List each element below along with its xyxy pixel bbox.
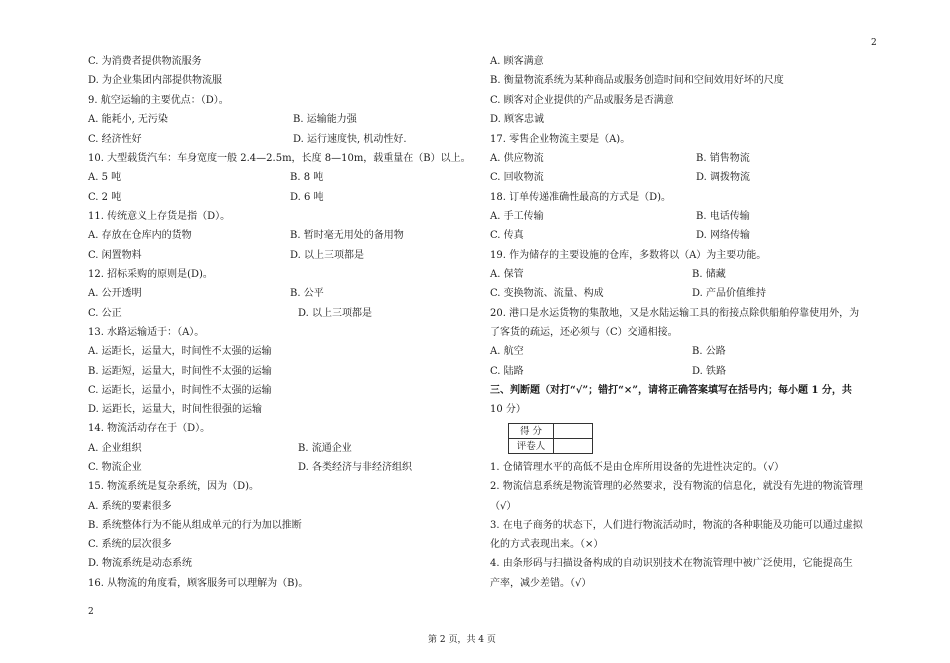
question-line: C. 为消费者提供物流服务 [88,56,202,67]
option-b: B. 公平 [290,288,324,299]
option-c: C. 系统的层次很多 [88,539,172,550]
question-line: 18. 订单传递准确性最高的方式是（D)。 [490,192,672,203]
judgment-item: 4. 由条形码与扫描设备构成的自动识别技术在物流管理中被广泛使用，它能提高生 [490,558,853,569]
option-b: B. 销售物流 [696,153,750,164]
option-a: A. 手工传输 [490,211,544,222]
question-line: 17. 零售企业物流主要是（A)。 [490,134,631,145]
option-d: D. 产品价值维持 [692,288,767,299]
option-d: D. 物流系统是动态系统 [88,558,193,569]
question-line: 16. 从物流的角度看，顾客服务可以理解为（B)。 [88,578,309,589]
option-d: D. 以上三项都是 [298,308,373,319]
score-table [508,423,593,454]
judgment-item-cont: 产率，减少差错。（√） [490,578,592,589]
section-heading: 三、判断题（对打“√”；错打“×”，请将正确答案填写在括号内；每小题 1 分，共 [490,385,852,396]
option-d: D. 6 吨 [290,192,324,203]
question-line: 15. 物流系统是复杂系统，因为（D)。 [88,481,260,492]
option-a: A. 能耗小, 无污染 [88,114,168,125]
option-b: B. 8 吨 [290,172,324,183]
option-c: C. 物流企业 [88,462,142,473]
option-b: B. 暂时毫无用处的备用物 [290,230,404,241]
option-c: C. 经济性好 [88,134,142,145]
question-line: 14. 物流活动存在于（D）。 [88,423,211,434]
option-a: A. 存放在仓库内的货物 [88,230,192,241]
option-d: D. 各类经济与非经济组织 [298,462,413,473]
option-b: B. 系统整体行为不能从组成单元的行为加以推断 [88,520,302,531]
option-a: A. 顾客满意 [490,56,544,67]
option-c: C. 变换物流、流量、构成 [490,288,604,299]
option-a: A. 航空 [490,346,524,357]
option-c: C. 回收物流 [490,172,544,183]
judgment-item-cont: （√） [490,501,517,512]
page-number-top: 2 [871,38,877,48]
page-footer: 第 2 页，共 4 页 [428,635,496,645]
option-a: A. 企业组织 [88,443,142,454]
option-c: C. 顾客对企业提供的产品或服务是否满意 [490,95,674,106]
score-value-cell[interactable] [554,424,593,439]
question-line: 13. 水路运输适于：（A）。 [88,327,205,338]
question-line: 20. 港口是水运货物的集散地，又是水陆运输工具的衔接点除供船舶停靠使用外，为 [490,308,860,319]
question-line: 19. 作为储存的主要设施的仓库，多数将以（A）为主要功能。 [490,250,767,261]
option-c: C. 公正 [88,308,122,319]
option-c: C. 传真 [490,230,524,241]
judgment-item: 1. 仓储管理水平的高低不是由仓库所用设备的先进性决定的。（√） [490,462,785,473]
question-line: 10. 大型载货汽车：车身宽度一般 2.4—2.5m，长度 8—10m，载重量在（B）以上。 [88,153,471,164]
option-d: D. 运距长，运量大，时间性很强的运输 [88,404,263,415]
option-b: B. 运输能力强 [293,114,357,125]
option-c: C. 陆路 [490,366,524,377]
grader-label: 评卷人 [509,439,554,454]
judgment-item: 2. 物流信息系统是物流管理的必然要求，没有物流的信息化，就没有先进的物流管理 [490,481,863,492]
option-d: D. 铁路 [692,366,727,377]
option-c: C. 2 吨 [88,192,122,203]
score-label: 得 分 [509,424,554,439]
option-a: A. 运距长，运量大，时间性不太强的运输 [88,346,272,357]
option-d: D. 调拨物流 [696,172,751,183]
option-a: A. 保管 [490,269,524,280]
option-a: A. 公开透明 [88,288,142,299]
option-c: C. 运距长，运量小，时间性不太强的运输 [88,385,272,396]
option-b: B. 储藏 [692,269,726,280]
question-line: 12. 招标采购的原则是(D)。 [88,269,213,280]
judgment-item: 3. 在电子商务的状态下，人们进行物流活动时，物流的各种职能及功能可以通过虚拟 [490,520,863,531]
option-d: D. 以上三项都是 [290,250,365,261]
option-d: D. 网络传输 [696,230,751,241]
question-line: D. 为企业集团内部提供物流服 [88,75,223,86]
option-b: B. 流通企业 [298,443,352,454]
option-c: C. 闲置物料 [88,250,142,261]
option-b: B. 公路 [692,346,726,357]
option-a: A. 供应物流 [490,153,544,164]
option-d: D. 运行速度快, 机动性好. [293,134,407,145]
option-d: D. 顾客忠诚 [490,114,545,125]
option-b: B. 运距短，运量大，时间性不太强的运输 [88,366,272,377]
option-b: B. 电话传输 [696,211,750,222]
page-number-bottom-left: 2 [88,607,94,617]
section-heading-cont: 10 分） [490,404,526,415]
question-line-cont: 了客货的疏运，还必须与（C）交通相接。 [490,327,678,338]
question-line: 9. 航空运输的主要优点：（D）。 [88,95,229,106]
judgment-item-cont: 化的方式表现出来。（×） [490,539,604,550]
option-b: B. 衡量物流系统为某种商品或服务创造时间和空间效用好坏的尺度 [490,75,784,86]
grader-value-cell[interactable] [554,439,593,454]
option-a: A. 5 吨 [88,172,122,183]
option-a: A. 系统的要素很多 [88,501,172,512]
question-line: 11. 传统意义上存货是指（D）。 [88,211,231,222]
